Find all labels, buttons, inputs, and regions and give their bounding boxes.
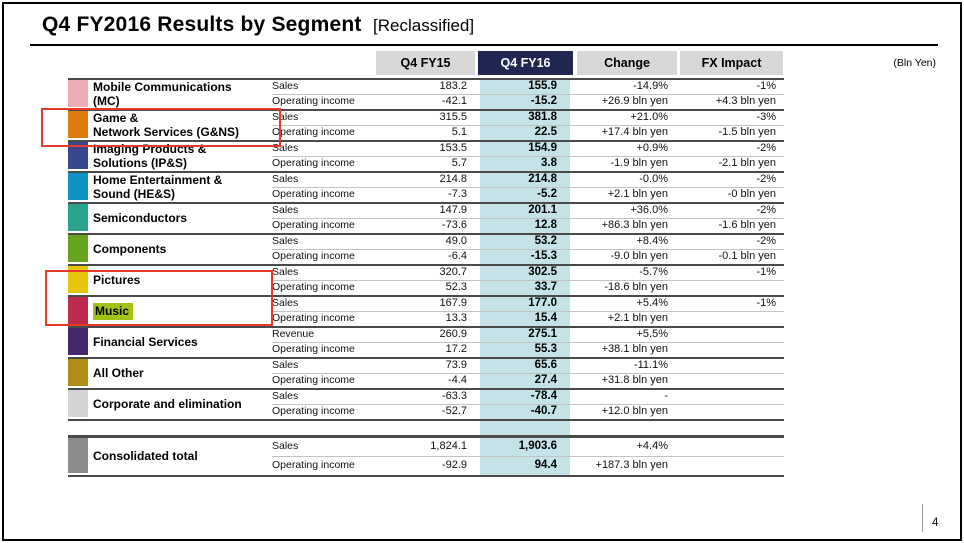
change-value: +2.1 bln yen <box>607 187 668 200</box>
metric-label: Operating income <box>272 94 355 107</box>
segment-color-chip <box>68 173 88 200</box>
fx-value <box>678 437 776 456</box>
metric-label: Operating income <box>272 218 355 231</box>
metric-label: Operating income <box>272 125 355 138</box>
fy15-value: -6.4 <box>448 249 467 262</box>
metric-label: Sales <box>272 111 299 124</box>
fy16-value: 177.0 <box>528 297 557 310</box>
metric-label: Operating income <box>272 404 355 417</box>
fy16-value: 154.9 <box>528 142 557 155</box>
fy15-value: 17.2 <box>445 342 467 355</box>
consolidated-bottom-line <box>68 475 784 477</box>
metric-label: Sales <box>272 142 299 155</box>
fy16-value: -78.4 <box>530 390 557 403</box>
column-header-q4fy15: Q4 FY15 <box>376 51 475 75</box>
fx-value <box>678 373 776 388</box>
fx-value: -1% <box>756 266 776 279</box>
change-value: -14.9% <box>633 80 668 93</box>
annotation-box-pictures-music <box>45 270 273 326</box>
fy16-value: 155.9 <box>528 80 557 93</box>
annotation-box-gns <box>41 108 281 147</box>
change-value: +26.9 bln yen <box>601 94 668 107</box>
metric-label: Sales <box>272 266 299 279</box>
fy15-value: 49.0 <box>445 235 467 248</box>
change-value: +0.9% <box>636 142 668 155</box>
segment-color-chip <box>68 359 88 386</box>
fy16-value: 22.5 <box>534 125 557 138</box>
page-title <box>42 13 474 37</box>
fy16-value: -5.2 <box>537 187 557 200</box>
fx-value: -1% <box>756 80 776 93</box>
change-value: -5.7% <box>639 266 668 279</box>
fy15-value: 315.5 <box>439 111 467 124</box>
change-value: +2.1 bln yen <box>607 311 668 324</box>
fx-value: -3% <box>756 111 776 124</box>
fy15-value: 5.7 <box>451 156 467 169</box>
fy15-value: -92.9 <box>441 458 467 471</box>
segment-color-chip <box>68 390 88 417</box>
fy16-value: 94.4 <box>534 458 557 471</box>
fy15-value: -42.1 <box>441 94 467 107</box>
change-value: +36.0% <box>630 204 668 217</box>
fy15-value: 167.9 <box>439 297 467 310</box>
segment-name: Semiconductors <box>93 210 188 225</box>
fy15-value: -4.4 <box>448 373 467 386</box>
title-underline <box>30 44 938 46</box>
metric-label: Sales <box>272 297 299 310</box>
fy16-value: 55.3 <box>534 342 557 355</box>
metric-label: Operating income <box>272 187 355 200</box>
fy15-value: 52.3 <box>445 280 467 293</box>
segment-name: Corporate and elimination <box>93 396 242 411</box>
table-bottom-line <box>68 419 784 421</box>
column-header-change: Change <box>577 51 677 75</box>
metric-label: Revenue <box>272 328 315 341</box>
metric-label: Sales <box>272 440 299 453</box>
metric-label: Operating income <box>272 342 355 355</box>
segment-name: Pictures <box>93 272 141 287</box>
fx-value <box>678 327 776 342</box>
fy15-value: 183.2 <box>439 80 467 93</box>
fy15-value: 214.8 <box>439 173 467 186</box>
fy16-value: 65.6 <box>534 359 557 372</box>
segment-color-chip <box>68 80 88 107</box>
page-title-suffix: [Reclassified] <box>373 16 475 35</box>
fy15-value: 147.9 <box>439 204 467 217</box>
fy16-value: 33.7 <box>534 280 557 293</box>
metric-label: Operating income <box>272 280 355 293</box>
change-value: -1.9 bln yen <box>610 156 668 169</box>
fy16-value: -15.2 <box>530 94 557 107</box>
unit-note: (Bln Yen) <box>893 57 936 69</box>
page-number-divider <box>922 504 923 532</box>
fx-value: -1.6 bln yen <box>718 218 776 231</box>
change-value: +8.4% <box>636 235 668 248</box>
segment-name: Mobile Communications (MC) <box>93 79 232 108</box>
fx-value: +4.3 bln yen <box>715 94 776 107</box>
segment-name: Consolidated total <box>93 448 198 463</box>
fy15-value: 153.5 <box>439 142 467 155</box>
fx-value: -2% <box>756 173 776 186</box>
fy16-value: 27.4 <box>534 373 557 386</box>
fy16-value: 275.1 <box>528 328 557 341</box>
change-value: +38.1 bln yen <box>601 342 668 355</box>
fy15-value: 260.9 <box>439 328 467 341</box>
fy15-value: -63.3 <box>441 390 467 403</box>
fy16-value: -15.3 <box>530 249 557 262</box>
fx-value: -1.5 bln yen <box>718 125 776 138</box>
page-title-text: Q4 FY2016 Results by Segment <box>42 13 362 36</box>
fx-value: -2.1 bln yen <box>718 156 776 169</box>
change-value: +12.0 bln yen <box>601 404 668 417</box>
segment-name: All Other <box>93 365 144 380</box>
fx-value <box>678 456 776 475</box>
change-value: +5.5% <box>636 328 668 341</box>
metric-label: Sales <box>272 359 299 372</box>
fx-value: -2% <box>756 204 776 217</box>
fx-value: -2% <box>756 142 776 155</box>
segment-color-chip <box>68 438 88 473</box>
change-value: +5.4% <box>636 297 668 310</box>
fy15-value: 73.9 <box>445 359 467 372</box>
change-value: -11.1% <box>633 359 668 372</box>
column-header-fx-impact: FX Impact <box>680 51 783 75</box>
fx-value <box>678 404 776 419</box>
fx-value <box>678 389 776 404</box>
segment-name: Game & Network Services (G&NS) <box>93 110 240 139</box>
metric-label: Sales <box>272 204 299 217</box>
fy16-value: 302.5 <box>528 266 557 279</box>
segment-color-chip <box>68 235 88 262</box>
segment-name: Imaging Products & Solutions (IP&S) <box>93 141 207 170</box>
fy15-value: -73.6 <box>441 218 467 231</box>
fy16-value: 381.8 <box>528 111 557 124</box>
fy15-value: -52.7 <box>441 404 467 417</box>
metric-label: Operating income <box>272 311 355 324</box>
fx-value: -2% <box>756 235 776 248</box>
fy16-value: 3.8 <box>541 156 557 169</box>
fy15-value: 5.1 <box>451 125 467 138</box>
change-value: -9.0 bln yen <box>610 249 668 262</box>
fy16-value: -40.7 <box>530 404 557 417</box>
fy16-value: 214.8 <box>528 173 557 186</box>
metric-label: Operating income <box>272 373 355 386</box>
segment-name: Components <box>93 241 167 256</box>
change-value: - <box>664 390 668 403</box>
change-value: +187.3 bln yen <box>595 458 668 471</box>
metric-label: Sales <box>272 173 299 186</box>
change-value: -18.6 bln yen <box>604 280 668 293</box>
segment-color-chip <box>68 328 88 355</box>
fx-value: -0 bln yen <box>727 187 776 200</box>
page-number: 4 <box>932 517 939 529</box>
change-value: +86.3 bln yen <box>601 218 668 231</box>
fy16-value: 15.4 <box>534 311 557 324</box>
metric-label: Operating income <box>272 249 355 262</box>
fy15-value: 320.7 <box>439 266 467 279</box>
segment-name: Home Entertainment & Sound (HE&S) <box>93 172 223 201</box>
metric-label: Sales <box>272 235 299 248</box>
fx-value <box>678 280 776 295</box>
column-header-q4fy16: Q4 FY16 <box>478 51 573 75</box>
fx-value <box>678 358 776 373</box>
fy15-value: -7.3 <box>448 187 467 200</box>
fx-value: -0.1 bln yen <box>718 249 776 262</box>
fx-value: -1% <box>756 297 776 310</box>
metric-label: Sales <box>272 390 299 403</box>
fx-value <box>678 311 776 326</box>
fy15-value: 13.3 <box>445 311 467 324</box>
fy16-value: 53.2 <box>534 235 557 248</box>
fx-value <box>678 342 776 357</box>
metric-label: Operating income <box>272 458 355 471</box>
segment-color-chip <box>68 204 88 231</box>
page-number-block <box>922 502 938 532</box>
change-value: +4.4% <box>636 440 668 453</box>
fy16-value: 1,903.6 <box>518 440 557 453</box>
fy15-value: 1,824.1 <box>430 440 467 453</box>
change-value: -0.0% <box>639 173 668 186</box>
change-value: +21.0% <box>630 111 668 124</box>
fy16-value: 12.8 <box>534 218 557 231</box>
change-value: +31.8 bln yen <box>601 373 668 386</box>
fy16-value: 201.1 <box>528 204 557 217</box>
segment-name: Music <box>93 296 271 325</box>
metric-label: Operating income <box>272 156 355 169</box>
metric-label: Sales <box>272 80 299 93</box>
change-value: +17.4 bln yen <box>601 125 668 138</box>
segment-name: Financial Services <box>93 334 198 349</box>
